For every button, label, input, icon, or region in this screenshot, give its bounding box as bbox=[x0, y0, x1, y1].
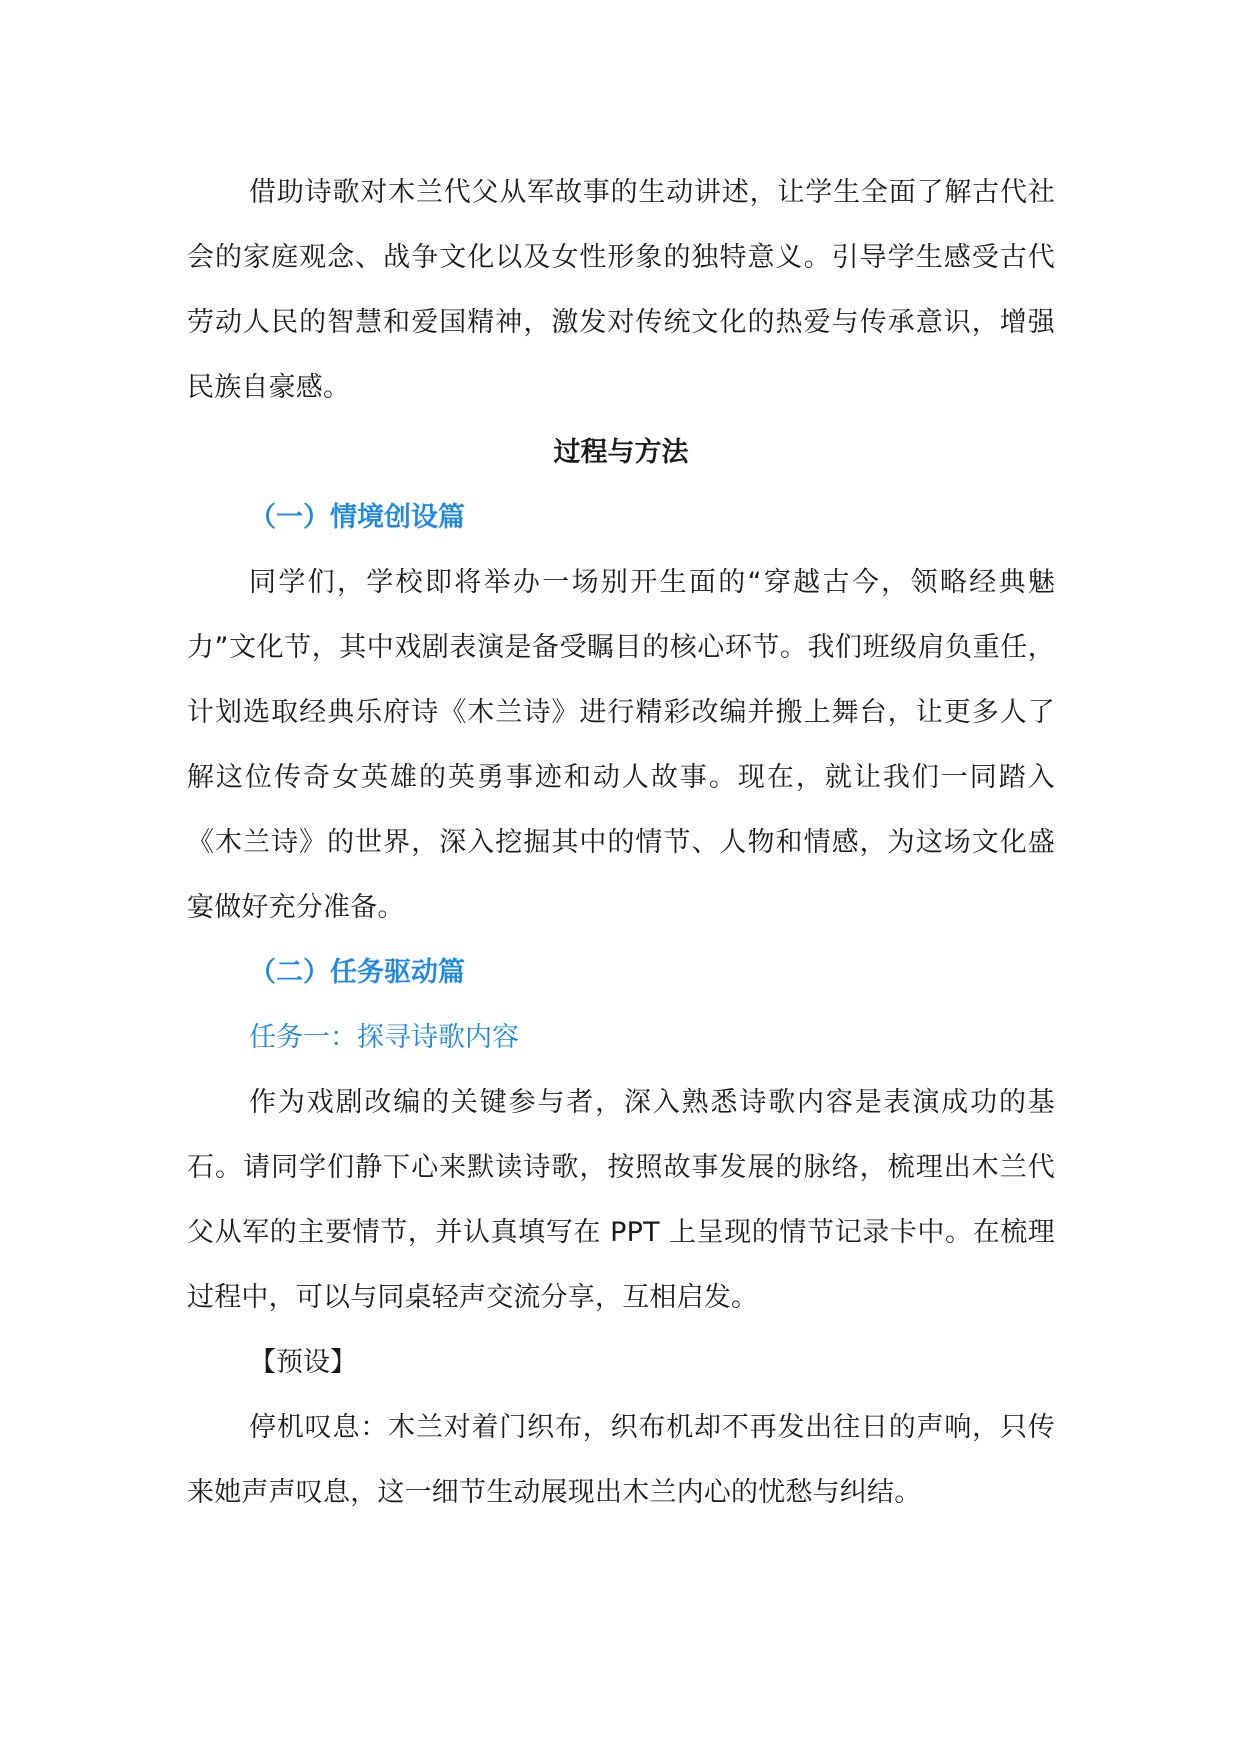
part2-heading: （二）任务驱动篇 bbox=[249, 957, 465, 988]
preset-paragraph: 停机叹息：木兰对着门织布，织布机却不再发出往日的声响，只传来她声声叹息，这一细节生动展现出木兰内心的忧愁与纠结。 bbox=[187, 1412, 1055, 1508]
intro-paragraph: 借助诗歌对木兰代父从军故事的生动讲述，让学生全面了解古代社会的家庭观念、战争文化以及女性形象的独特意义。引导学生感受古代劳动人民的智慧和爱国精神，激发对传统文化的热爱与传承意识，增强民族自豪感。 bbox=[187, 177, 1055, 403]
task1-paragraph: 作为戏剧改编的关键参与者，深入熟悉诗歌内容是表演成功的基石。请同学们静下心来默读诗歌，按照故事发展的脉络，梳理出木兰代父从军的主要情节，并认真填写在 PPT 上呈现的情节记录卡中。在梳理过程中，可以与同桌轻声交流分享，互相启发。 bbox=[187, 1087, 1055, 1313]
part1-heading: （一）情境创设篇 bbox=[249, 502, 465, 533]
section-title: 过程与方法 bbox=[553, 437, 689, 468]
document-content bbox=[187, 160, 1055, 1525]
task1-heading: 任务一：探寻诗歌内容 bbox=[249, 1022, 519, 1053]
part1-paragraph: 同学们，学校即将举办一场别开生面的“穿越古今，领略经典魅力”文化节，其中戏剧表演是备受瞩目的核心环节。我们班级肩负重任，计划选取经典乐府诗《木兰诗》进行精彩改编并搬上舞台，让更多人了解这位传奇女英雄的英勇事迹和动人故事。现在，就让我们一同踏入《木兰诗》的世界，深入挖掘其中的情节、人物和情感，为这场文化盛宴做好充分准备。 bbox=[187, 567, 1055, 923]
preset-label: 【预设】 bbox=[249, 1347, 357, 1378]
